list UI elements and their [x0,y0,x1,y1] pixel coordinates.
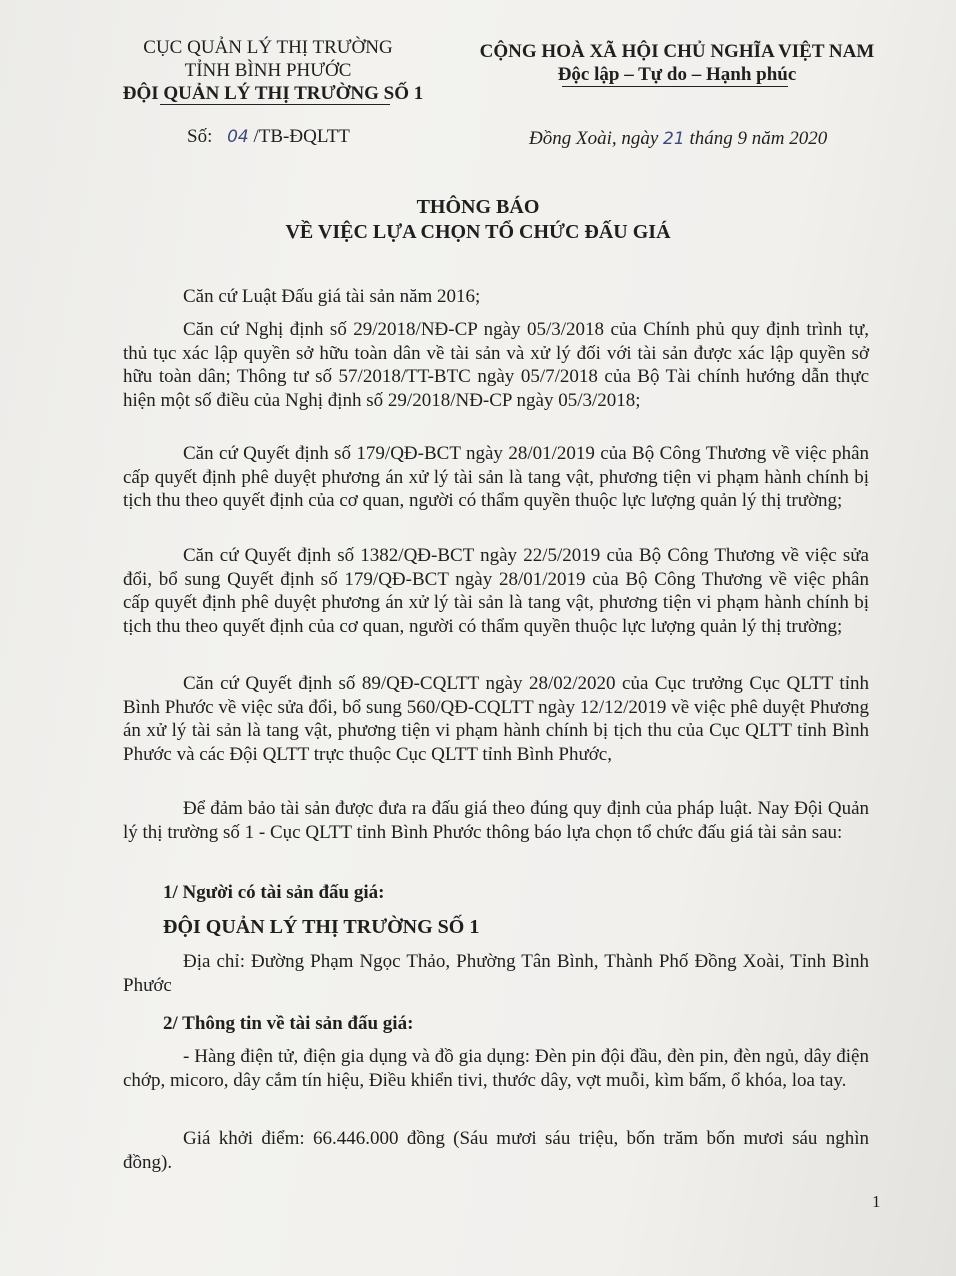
agency-line-2: TỈNH BÌNH PHƯỚC [184,60,352,81]
paragraph-basis-law: Căn cứ Luật Đấu giá tài sản năm 2016; [183,286,481,307]
section-2-heading: 2/ Thông tin về tài sản đấu giá: [163,1013,414,1034]
paragraph-basis-decree: Căn cứ Nghị định số 29/2018/NĐ-CP ngày 05/3/2018 của Chính phủ quy định trình tự, thủ tục xác lập quyền sở hữu toàn dân về tài sản và xử lý đối với tài sản được xác lập quyền sở hữu toàn dân; Thông tư số 57/2018/TT-BTC ngày 05/7/2018 của Bộ Tài chính hướng dẫn thực hiện một số điều của Nghị định số 29/2018/NĐ-CP ngày 05/3/2018; [123,319,869,412]
asset-items: - Hàng điện tử, điện gia dụng và đồ gia dụng: Đèn pin đội đầu, đèn pin, đèn ngủ, dây điện chớp, micoro, dây cắm tín hiệu, Điều khiển tivi, thước dây, vợt muỗi, kìm bấm, ổ khóa, loa tay. [123,1046,869,1091]
document-title: THÔNG BÁO [416,196,540,218]
document-subtitle: VỀ VIỆC LỰA CHỌN TỔ CHỨC ĐẤU GIÁ [285,221,671,243]
place-date [529,128,827,150]
page-number: 1 [872,1192,881,1211]
agency-line-1: CỤC QUẢN LÝ THỊ TRƯỜNG [143,37,393,58]
place-date-suffix: tháng 9 năm 2020 [689,128,828,149]
paragraph-basis-decision-89: Căn cứ Quyết định số 89/QĐ-CQLTT ngày 28/02/2020 của Cục trưởng Cục QLTT tỉnh Bình Phước về việc sửa đổi, bổ sung 560/QĐ-CQLTT ngày 12/12/2019 về việc phê duyệt Phương án xử lý tài sản là tang vật, phương tiện vi phạm hành chính bị tịch thu của Cục QLTT tỉnh Bình Phước và các Đội QLTT trực thuộc Cục QLTT tỉnh Bình Phước, [123,673,869,766]
agency-name [118,36,418,82]
asset-owner-name: ĐỘI QUẢN LÝ THỊ TRƯỜNG SỐ 1 [163,916,480,938]
place-date-prefix: Đồng Xoài, ngày [529,128,659,149]
nation-title: CỘNG HOÀ XÃ HỘI CHỦ NGHĨA VIỆT NAM [479,41,875,62]
number-suffix: /TB-ĐQLTT [253,126,350,147]
nation-motto: Độc lập – Tự do – Hạnh phúc [557,64,797,85]
paragraph-purpose: Để đảm bảo tài sản được đưa ra đấu giá theo đúng quy định của pháp luật. Nay Đội Quản lý thị trường số 1 - Cục QLTT tỉnh Bình Phước thông báo lựa chọn tổ chức đấu giá tài sản sau: [123,798,869,843]
number-label: Số: [187,126,213,147]
paragraph-basis-decision-1382: Căn cứ Quyết định số 1382/QĐ-BCT ngày 22/5/2019 của Bộ Công Thương về việc sửa đổi, bổ sung Quyết định số 179/QĐ-BCT ngày 28/01/2019 của Bộ Công Thương về việc phân cấp quyết định phê duyệt phương án xử lý tài sản là tang vật, phương tiện vi phạm hành chính bị tịch thu theo quyết định của cơ quan, người có thẩm quyền thuộc lực lượng quản lý thị trường; [123,545,869,638]
starting-price: Giá khởi điểm: 66.446.000 đồng (Sáu mươi sáu triệu, bốn trăm bốn mươi sáu nghìn đồng). [123,1128,869,1173]
motto-underline [562,86,788,87]
asset-owner-address: Địa chỉ: Đường Phạm Ngọc Thảo, Phường Tân Bình, Thành Phố Đồng Xoài, Tỉnh Bình Phước [123,951,869,996]
document-number [187,126,350,148]
paragraph-basis-decision-179: Căn cứ Quyết định số 179/QĐ-BCT ngày 28/01/2019 của Bộ Công Thương về việc phân cấp quyết định phê duyệt phương án xử lý tài sản là tang vật, phương tiện vi phạm hành chính bị tịch thu theo quyết định của cơ quan, người có thẩm quyền thuộc lực lượng quản lý thị trường; [123,443,869,512]
section-1-heading: 1/ Người có tài sản đấu giá: [163,882,385,903]
agency-underline [160,104,390,105]
handwritten-number: 04 [227,127,249,147]
agency-unit: ĐỘI QUẢN LÝ THỊ TRƯỜNG SỐ 1 [122,83,424,104]
handwritten-day: 21 [663,129,685,149]
